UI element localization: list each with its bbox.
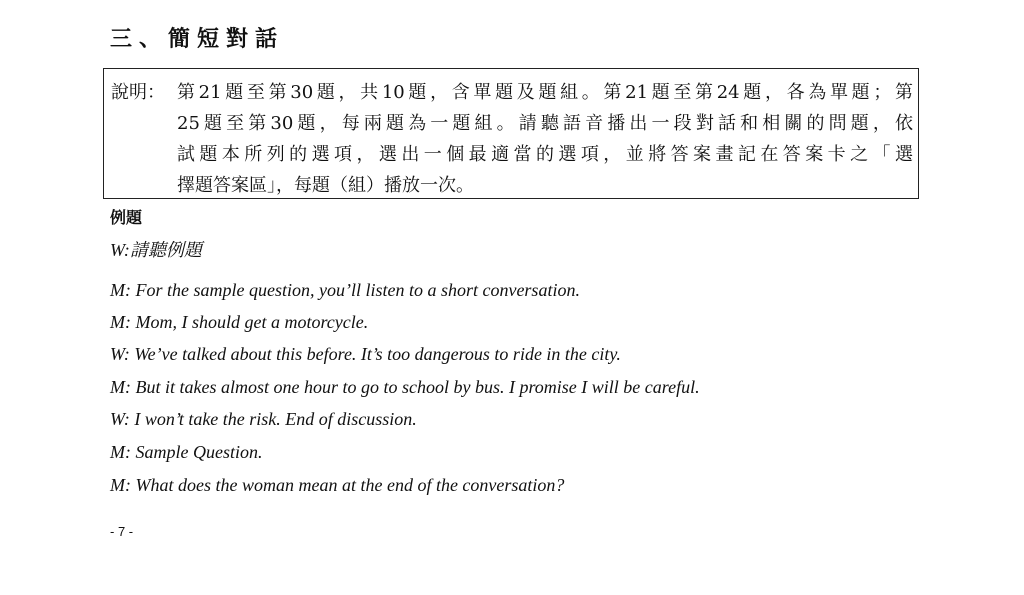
transcript-line: M: For the sample question, you’ll listen to a short conversation. — [110, 280, 580, 300]
transcript-line: W:請聽例題 — [110, 240, 202, 260]
instruction-box — [103, 68, 919, 199]
transcript-line: W: We’ve talked about this before. It’s too dangerous to ride in the city. — [110, 344, 621, 364]
example-heading: 例題 — [110, 208, 143, 227]
instruction-label: 說明： — [111, 82, 165, 103]
transcript-line: M: Sample Question. — [110, 442, 263, 462]
section-title: 三、簡短對話 — [110, 27, 285, 52]
transcript-line: W: I won’t take the risk. End of discussion. — [110, 409, 417, 429]
transcript-line: M: Mom, I should get a motorcycle. — [110, 312, 369, 332]
instruction-line: 25題至第30題，每兩題為一題組。請聽語音播出一段對話和相關的問題，依 — [177, 113, 913, 134]
instruction-line: 第21題至第30題，共10題，含單題及題組。第21題至第24題，各為單題；第 — [177, 82, 913, 103]
transcript-line: M: But it takes almost one hour to go to school by bus. I promise I will be careful. — [110, 377, 700, 397]
transcript-line: M: What does the woman mean at the end of the conversation? — [110, 475, 565, 495]
instruction-line: 試題本所列的選項，選出一個最適當的選項，並將答案畫記在答案卡之「選 — [177, 144, 913, 165]
page-number: - 7 - — [110, 524, 134, 539]
instruction-line: 擇題答案區」，每題（組）播放一次。 — [177, 175, 474, 196]
